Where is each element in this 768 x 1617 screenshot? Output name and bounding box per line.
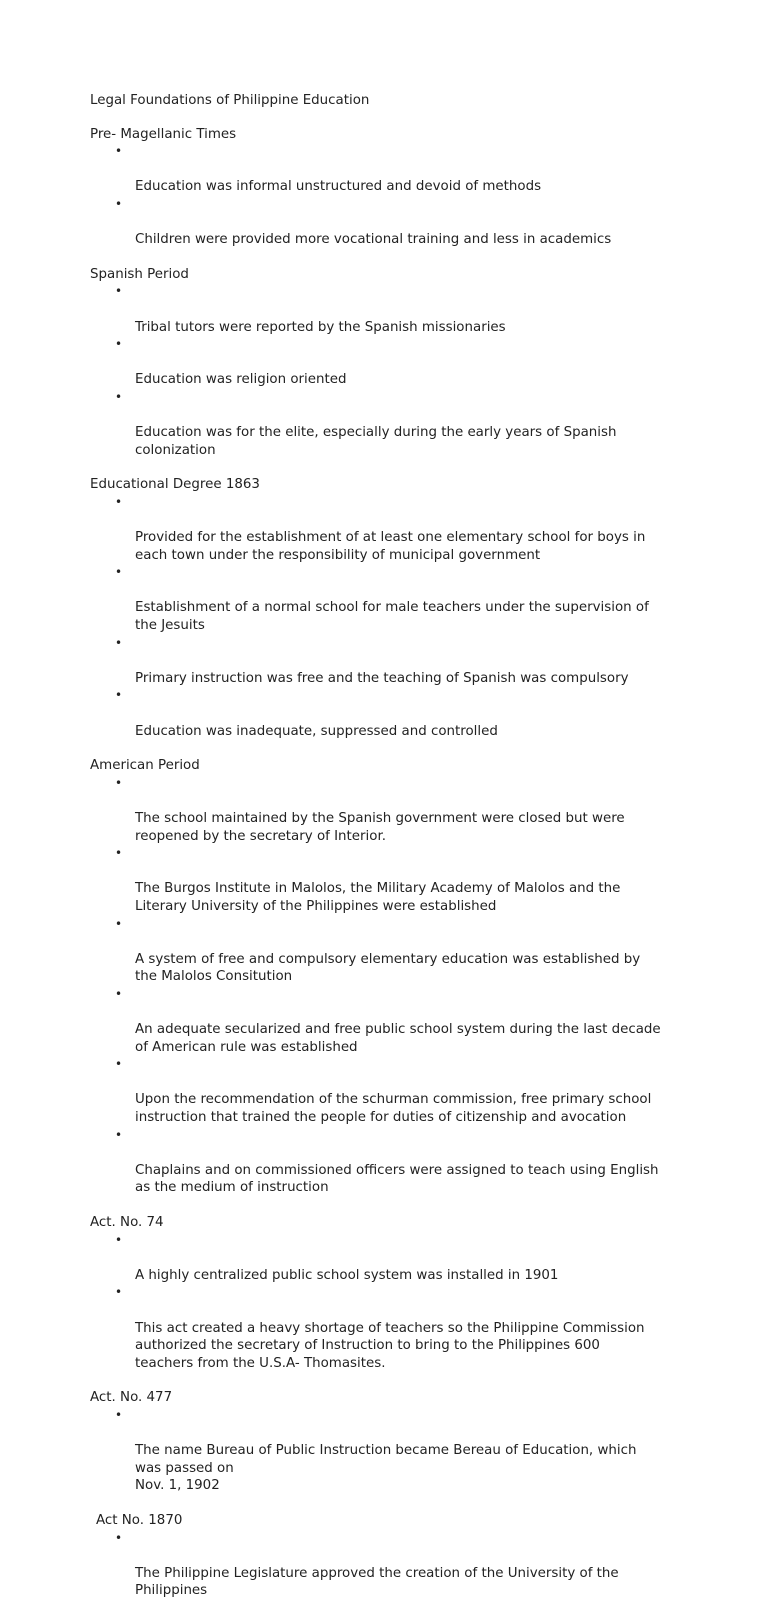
bullet-item-text: A highly centralized public school system was installed in 1901 <box>135 1267 559 1283</box>
bullet-item <box>90 1127 720 1197</box>
bullet-item <box>90 635 720 688</box>
bullet-icon: • <box>115 1285 123 1300</box>
bullet-item <box>90 916 720 986</box>
bullet-icon: • <box>115 1530 123 1545</box>
bullet-item-text: Tribal tutors were reported by the Spanish missionaries <box>135 319 506 335</box>
bullet-item-text: A system of free and compulsory elementary education was established by the Malolos Consitution <box>135 951 641 985</box>
bullet-list <box>90 775 720 1197</box>
bullet-item <box>90 1284 720 1372</box>
bullet-item <box>90 1232 720 1285</box>
section-heading: Pre- Magellanic Times <box>90 126 237 142</box>
bullet-list <box>90 283 720 459</box>
bullet-item <box>90 196 720 249</box>
bullet-icon: • <box>115 635 123 650</box>
bullet-item <box>90 1530 720 1600</box>
bullet-list <box>90 1232 720 1373</box>
bullet-item-text: Education was for the elite, especially during the early years of Spanish colonization <box>135 425 617 458</box>
bullet-item <box>90 494 720 564</box>
section <box>90 1214 720 1372</box>
bullet-icon: • <box>115 494 123 509</box>
bullet-item-text: The Philippine Legislature approved the creation of the University of the Philippines <box>135 1565 619 1599</box>
bullet-item-text: Provided for the establishment of at least one elementary school for boys in each town under the responsibility of municipal government <box>135 530 646 563</box>
bullet-icon: • <box>115 775 123 790</box>
section <box>90 126 720 249</box>
bullet-item <box>90 336 720 389</box>
bullet-item <box>90 1407 720 1495</box>
bullet-list <box>90 494 720 740</box>
bullet-item-text: Education was religion oriented <box>135 372 347 388</box>
bullet-item <box>90 143 720 196</box>
section <box>90 266 720 460</box>
bullet-icon: • <box>115 688 123 703</box>
bullet-item-text: The name Bureau of Public Instruction became Bereau of Education, which was passed on Nov. 1, 1902 <box>135 1443 637 1494</box>
bullet-item-text: An adequate secularized and free public school system during the last decade of American rule was established <box>135 1022 661 1055</box>
document-title: Legal Foundations of Philippine Education <box>90 93 370 108</box>
bullet-item-text: The school maintained by the Spanish government were closed but were reopened by the secretary of Interior. <box>135 810 625 844</box>
bullet-item <box>90 389 720 459</box>
bullet-list <box>90 1407 720 1495</box>
section-heading: Act. No. 74 <box>90 1215 164 1231</box>
bullet-item <box>90 1056 720 1126</box>
bullet-item <box>90 564 720 634</box>
bullet-icon: • <box>115 565 123 580</box>
bullet-item-text: Children were provided more vocational training and less in academics <box>135 232 612 248</box>
bullet-list <box>90 1530 720 1600</box>
bullet-icon: • <box>115 1127 123 1142</box>
bullet-item-text: Education was informal unstructured and devoid of methods <box>135 179 542 195</box>
bullet-item-text: This act created a heavy shortage of teachers so the Philippine Commission authorized the secretary of Instruction to bring to the Philippines 600 teachers from the U.S.A- Thomasites. <box>135 1320 645 1371</box>
section <box>90 1512 720 1600</box>
section-heading: Spanish Period <box>90 266 189 282</box>
bullet-icon: • <box>115 144 123 159</box>
bullet-icon: • <box>115 1232 123 1247</box>
bullet-item-text: The Burgos Institute in Malolos, the Military Academy of Malolos and the Literary University of the Philippines were established <box>135 881 621 914</box>
section-heading: Act. No. 477 <box>90 1390 173 1406</box>
bullet-item <box>90 845 720 915</box>
bullet-item-text: Primary instruction was free and the teaching of Spanish was compulsory <box>135 670 629 686</box>
bullet-icon: • <box>115 1057 123 1072</box>
section-heading: American Period <box>90 758 200 774</box>
section <box>90 476 720 740</box>
document-page <box>90 92 720 1617</box>
bullet-item <box>90 986 720 1056</box>
bullet-icon: • <box>115 846 123 861</box>
section <box>90 1389 720 1495</box>
bullet-icon: • <box>115 1407 123 1422</box>
bullet-item <box>90 283 720 336</box>
bullet-item-text: Education was inadequate, suppressed and controlled <box>135 723 498 739</box>
bullet-icon: • <box>115 986 123 1001</box>
bullet-icon: • <box>115 284 123 299</box>
bullet-item-text: Chaplains and on commissioned officers were assigned to teach using English as the medium of instruction <box>135 1162 659 1196</box>
bullet-icon: • <box>115 389 123 404</box>
document-body <box>90 126 720 1600</box>
bullet-item <box>90 687 720 740</box>
bullet-icon: • <box>115 337 123 352</box>
bullet-item <box>90 775 720 845</box>
bullet-list <box>90 143 720 249</box>
bullet-item-text: Establishment of a normal school for male teachers under the supervision of the Jesuits <box>135 600 649 634</box>
bullet-item-text: Upon the recommendation of the schurman commission, free primary school instruction that trained the people for duties of citizenship and avocation <box>135 1092 652 1126</box>
section-heading: Educational Degree 1863 <box>90 477 260 493</box>
section <box>90 757 720 1197</box>
bullet-icon: • <box>115 196 123 211</box>
bullet-icon: • <box>115 916 123 931</box>
section-heading: Act No. 1870 <box>96 1512 183 1528</box>
